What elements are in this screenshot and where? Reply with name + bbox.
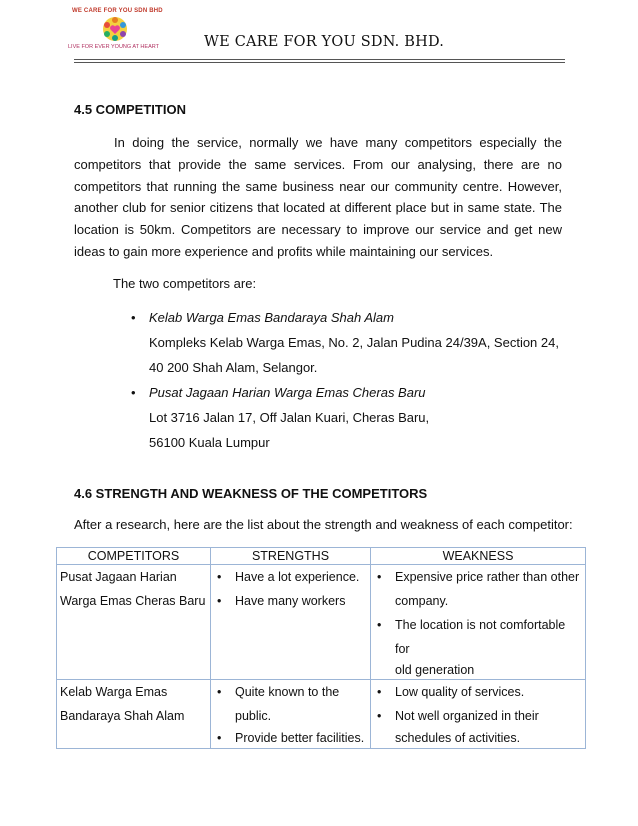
section-heading-strength-weakness: 4.6 STRENGTH AND WEAKNESS OF THE COMPETITORS <box>74 486 428 501</box>
strengths-cell <box>211 680 371 749</box>
competitors-intro: The two competitors are: <box>113 276 257 291</box>
table-row <box>57 680 586 749</box>
competitor-name: Kelab Warga Emas <box>60 685 168 699</box>
competitor-address: 56100 Kuala Lumpur <box>149 435 270 450</box>
section-heading-competition: 4.5 COMPETITION <box>74 102 186 117</box>
list-item: • The location is not comfortable for <box>377 618 566 656</box>
strength-weakness-intro: After a research, here are the list about the strength and weakness of each competitor: <box>74 517 573 532</box>
competitor-comparison-table <box>56 547 586 749</box>
competitor-address: 40 200 Shah Alam, Selangor. <box>149 360 318 375</box>
weakness-cell <box>371 680 586 749</box>
list-item-continued: public. <box>235 709 272 723</box>
competitor-name: Warga Emas Cheras Baru <box>60 594 206 608</box>
list-item: • Not well organized in their <box>377 709 539 723</box>
table-row <box>57 565 586 680</box>
table-header-row <box>57 548 586 565</box>
competitor-name: Kelab Warga Emas Bandaraya Shah Alam <box>149 310 394 325</box>
competitor-address: Lot 3716 Jalan 17, Off Jalan Kuari, Cheras Baru, <box>149 410 430 425</box>
list-item-continued: old generation <box>395 663 475 677</box>
column-header: STRENGTHS <box>211 548 371 565</box>
weakness-cell <box>371 565 586 680</box>
competition-paragraph: In doing the service, normally we have many competitors especially the competitors that provide the same services. From our analysing, there are no competitors that running the same business near our community centre. However, another club for senior citizens that located at different place but in same state. The location is 50km. Competitors are necessary to improve our service and get new ideas to gain more experience and profits while maintaining our services. <box>74 135 562 259</box>
list-item: • Low quality of services. <box>377 685 525 699</box>
list-item-continued: company. <box>395 594 449 608</box>
logo-top-text: WE CARE FOR YOU SDN BHD <box>72 8 163 14</box>
list-item: • Provide better facilities. <box>217 731 365 745</box>
heart-logo-icon <box>102 16 128 42</box>
header-divider <box>74 59 565 60</box>
bullet: • <box>131 385 136 400</box>
header-divider <box>74 62 565 63</box>
list-item: • Expensive price rather than other <box>377 570 580 584</box>
competitor-name: Bandaraya Shah Alam <box>60 709 185 723</box>
competitor-cell <box>57 680 211 749</box>
column-header: WEAKNESS <box>371 548 586 565</box>
competitor-name: Pusat Jagaan Harian Warga Emas Cheras Baru <box>149 385 426 400</box>
competitor-name: Pusat Jagaan Harian <box>60 570 177 584</box>
list-item: • Quite known to the <box>217 685 340 699</box>
strengths-cell <box>211 565 371 680</box>
list-item-continued: schedules of activities. <box>395 731 521 745</box>
column-header: COMPETITORS <box>57 548 211 565</box>
competitor-address: Kompleks Kelab Warga Emas, No. 2, Jalan Pudina 24/39A, Section 24, <box>149 335 559 350</box>
competitor-cell <box>57 565 211 680</box>
company-logo <box>68 6 163 54</box>
logo-bottom-text: LIVE FOR EVER YOUNG AT HEART <box>68 44 159 50</box>
company-name: WE CARE FOR YOU SDN. BHD. <box>204 34 445 50</box>
bullet: • <box>131 310 136 325</box>
list-item: • Have many workers <box>217 594 346 608</box>
list-item: • Have a lot experience. <box>217 570 360 584</box>
